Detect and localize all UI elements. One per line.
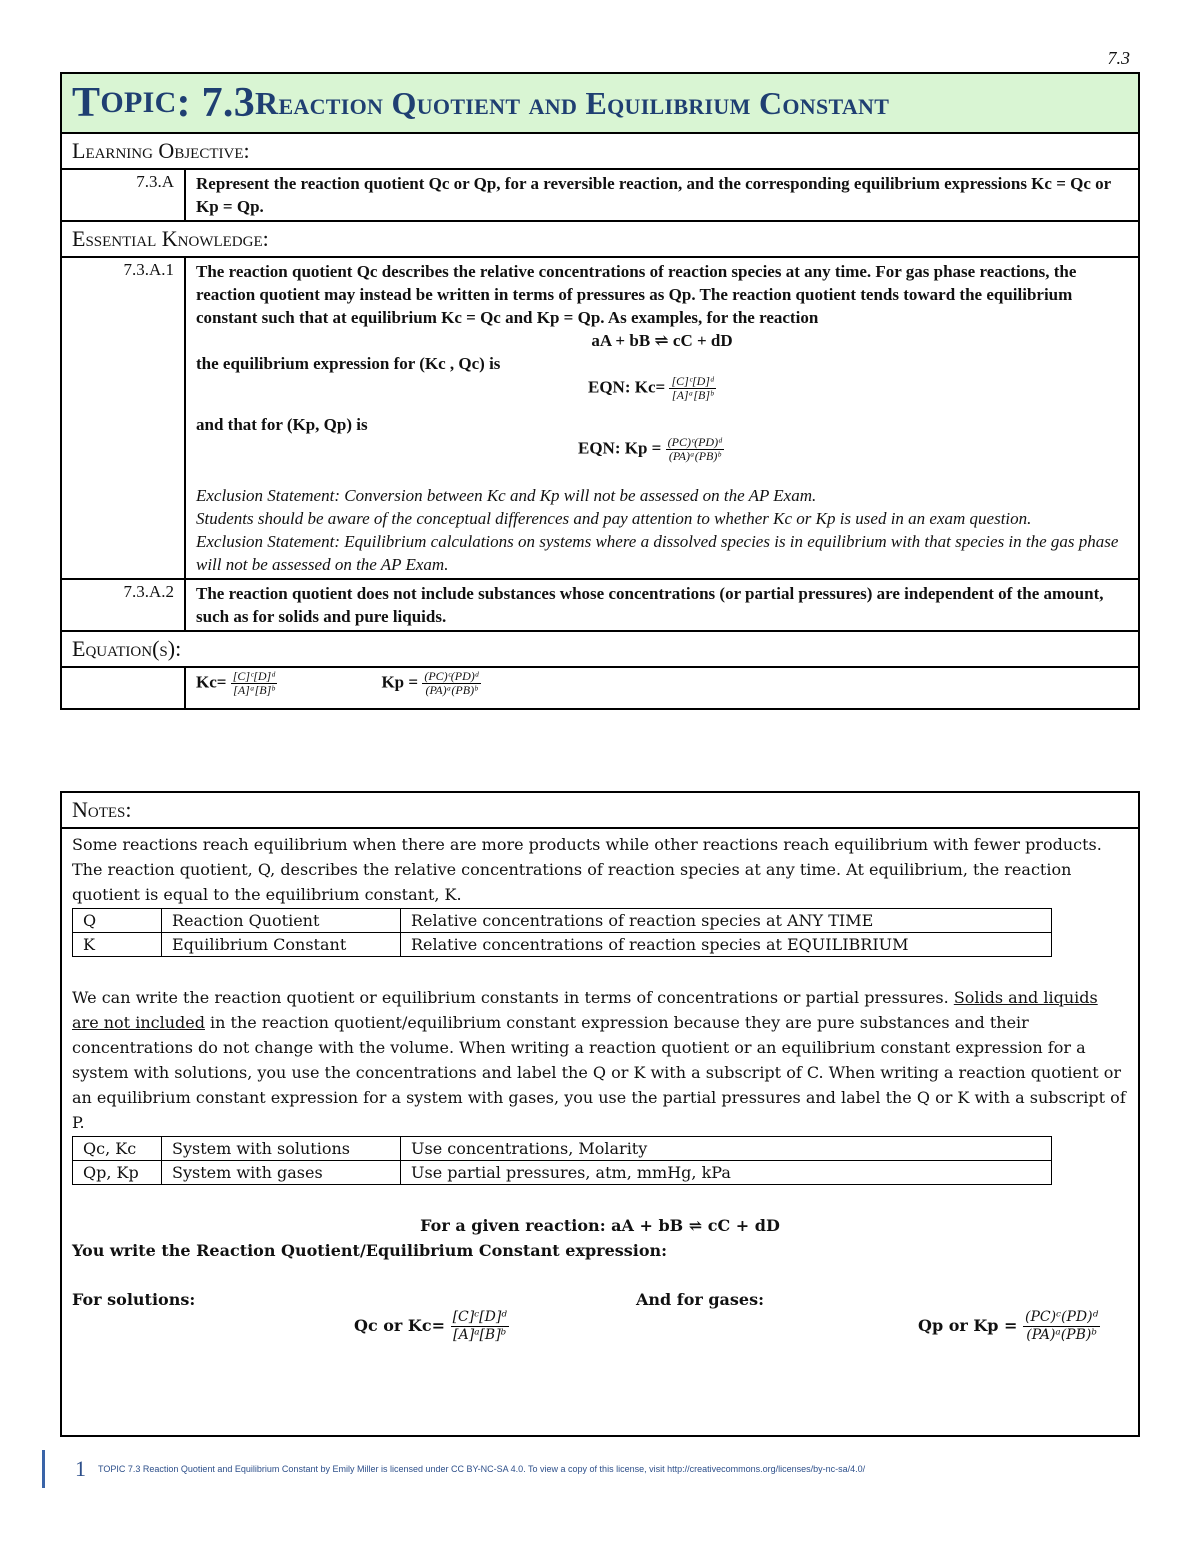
topic-box — [60, 72, 1140, 710]
table-row: Q Reaction Quotient Relative concentrations of reaction species at ANY TIME — [73, 909, 1052, 933]
table-row: Qc, Kc System with solutions Use concentrations, Molarity — [73, 1137, 1052, 1161]
topic-title: T OPIC : 7.3 Reaction Quotient and Equilibrium Constant — [62, 74, 1138, 134]
license-link[interactable]: TOPIC 7.3 Reaction Quotient and Equilibrium Constant by Emily Miller is licensed under CC BY-NC-SA 4.0. To view a copy of this license, visit http://creativecommons.org/licenses/by-nc-sa/4.0/ — [98, 1464, 866, 1474]
q-k-table — [72, 908, 1052, 957]
footer: 1 TOPIC 7.3 Reaction Quotient and Equilibrium Constant by Emily Miller is licensed under CC BY-NC-SA 4.0. To view a copy of this license, visit http://creativecommons.org/licenses/by-nc-sa/4.0/ — [42, 1450, 865, 1488]
formulas: For solutions: And for gases: Qc or Kc= $\frac{\text{[C]ᶜ[D]ᵈ}}{\text{[A]ᵃ[B]ᵇ}}$ Qp or Kp = $\frac{\text{(PC)ᶜ(PD)ᵈ}}{\text{(PA)ᵃ(PB)ᵇ}}$ — [72, 1290, 1099, 1343]
equations-row: Kc= $\frac{\text{[C]ᶜ[D]ᵈ}}{\text{[A]ᵃ[B]ᵇ}}$ Kp = $\frac{\text{(PC)ᶜ(PD)ᵈ}}{\text{(PA)ᵃ(PB)ᵇ}}$ — [62, 668, 1138, 708]
notes-heading: Notes: — [62, 793, 1138, 829]
learning-objective-row: 7.3.A Represent the reaction quotient Qc or Qp, for a reversible reaction, and the corresponding equilibrium expressions Kc = Qc or Kp = Qp. — [62, 170, 1138, 222]
notes-paragraph-2: We can write the reaction quotient or equilibrium constants in terms of concentrations or partial pressures. Solids and liquids are not included in the reaction quotient/equilibrium constant expression because they are pure substances and their concentrations do not change with the volume. When writing a reaction quotient or an equilibrium constant expression for a system with solutions, you use the concentrations and label the Q or K with a subscript of C. When writing a reaction quotient or an equilibrium constant expression for a system with gases, you use the partial pressures and label the Q or K with a subscript of P. — [72, 988, 1126, 1132]
notes-intro: Some reactions reach equilibrium when there are more products while other reactions reach equilibrium with fewer products. The reaction quotient, Q, describes the relative concentrations of reaction species at any time. At equilibrium, the reaction quotient is equal to the equilibrium constant, K. — [72, 835, 1102, 904]
table-row: K Equilibrium Constant Relative concentrations of reaction species at EQUILIBRIUM — [73, 933, 1052, 957]
header-page-number: 7.3 — [1107, 48, 1130, 68]
reaction-equation: aA + bB ⇌ cC + dD — [591, 331, 733, 350]
you-write: You write the Reaction Quotient/Equilibrium Constant expression: — [72, 1241, 668, 1260]
kc-equation: EQN: Kc= $\frac{\text{[C]ᶜ[D]ᵈ}}{\text{[A]ᵃ[B]ᵇ}}$ — [588, 374, 714, 402]
essential-knowledge-heading: Essential Knowledge: — [62, 222, 1138, 258]
equations-heading: Equation(s): — [62, 632, 1138, 668]
ek-row-1: 7.3.A.1 The reaction quotient Qc describes the relative concentrations of reaction species at any time. For gas phase reactions, the reaction quotient may instead be written in terms of pressures as Qp. The reaction quotient tends toward the equilibrium constant such that at equilibrium Kc = Qc and Kp = Qp. As examples, for the reaction aA + bB ⇌ cC + dD the equilibrium expression for (Kc , Qc) is EQN: Kc= $\frac{\text{[C]ᶜ[D]ᵈ}}{\text{[A]ᵃ[B]ᵇ}}$ and that for (Kp, Qp) is EQN: Kp = $\frac{\text{(PC)ᶜ(PD)ᵈ}}{\text{(PA)ᵃ(PB)ᵇ}}$ Exclusion Statement: Conversion between Kc and Kp will not be assessed on the AP Exam. Students should be aware of the conceptual differences and pay attention to whether Kc or Kp is used in an exam question. Exclusion Statement: Equilibrium calculations on systems where a dissolved species is in equilibrium with that species in the gas phase will not be assessed on the AP Exam. — [62, 258, 1138, 580]
system-table — [72, 1136, 1052, 1185]
kp-equation: EQN: Kp = $\frac{\text{(PC)ᶜ(PD)ᵈ}}{\text{(PA)ᵃ(PB)ᵇ}}$ — [578, 435, 722, 463]
notes-box — [60, 791, 1140, 1437]
given-reaction: For a given reaction: aA + bB ⇌ cC + dD — [420, 1216, 780, 1235]
ek-row-2: 7.3.A.2 The reaction quotient does not include substances whose concentrations (or partial pressures) are independent of the amount, such as for solids and pure liquids. — [62, 580, 1138, 632]
gas-expression: Qp or Kp = $\frac{\text{(PC)ᶜ(PD)ᵈ}}{\text{(PA)ᵃ(PB)ᵇ}}$ — [918, 1309, 1099, 1343]
table-row: Qp, Kp System with gases Use partial pressures, atm, mmHg, kPa — [73, 1161, 1052, 1185]
learning-objective-heading: Learning Objective: — [62, 134, 1138, 170]
solution-expression: Qc or Kc= $\frac{\text{[C]ᶜ[D]ᵈ}}{\text{[A]ᵃ[B]ᵇ}}$ — [354, 1309, 507, 1343]
